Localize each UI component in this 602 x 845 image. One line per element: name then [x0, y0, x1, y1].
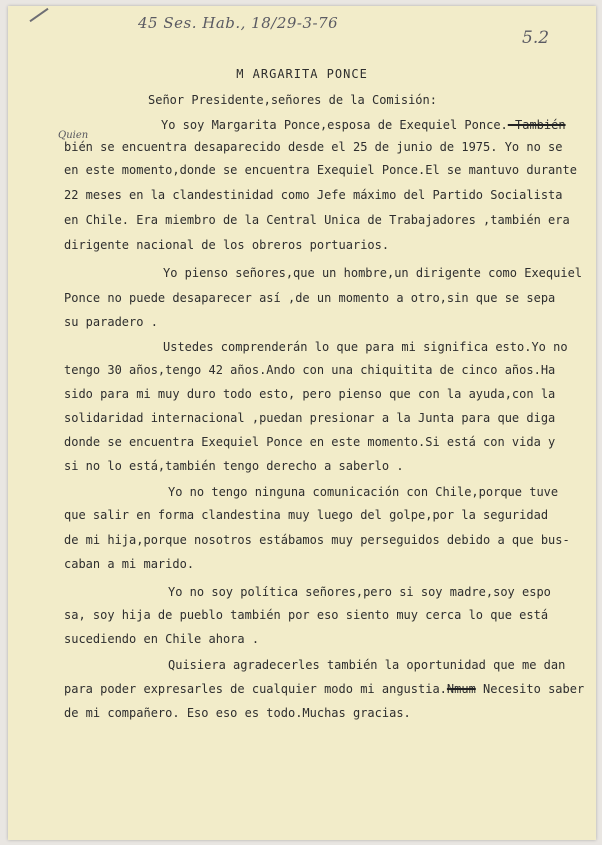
text-line: sido para mi muy duro todo esto, pero pienso que con la ayuda,con la	[64, 387, 556, 401]
text-line: que salir en forma clandestina muy luego del golpe,por la seguridad	[64, 508, 549, 522]
text-line: Quisiera agradecerles también la oportunidad que me dan	[168, 658, 566, 672]
pen-mark	[29, 8, 48, 22]
text-line: Ustedes comprenderán lo que para mi significa esto.Yo no	[163, 340, 568, 354]
text-line: bién se encuentra desaparecido desde el 25 de junio de 1975. Yo no se	[64, 140, 563, 154]
struck-text: También	[507, 118, 566, 132]
text-line: en Chile. Era miembro de la Central Unica de Trabajadores ,también era	[64, 213, 570, 227]
text-line: Yo no soy política señores,pero si soy madre,soy espo	[168, 585, 551, 599]
text-segment: Necesito saber	[483, 682, 585, 696]
text-line	[64, 682, 584, 696]
text-line: donde se encuentra Exequiel Ponce en este momento.Si está con vida y	[64, 435, 556, 449]
text-line: sa, soy hija de pueblo también por eso siento muy cerca lo que está	[64, 608, 549, 622]
text-line: solidaridad internacional ,puedan presionar a la Junta para que diga	[64, 411, 556, 425]
text-line: tengo 30 años,tengo 42 años.Ando con una chiquitita de cinco años.Ha	[64, 363, 556, 377]
text-line: Yo pienso señores,que un hombre,un dirigente como Exequiel	[163, 266, 583, 280]
text-line: de mi compañero. Eso eso es todo.Muchas gracias.	[64, 706, 411, 720]
handwritten-reference: 45 Ses. Hab., 18/29-3-76	[138, 14, 339, 32]
handwritten-page-number: 5.2	[522, 28, 550, 48]
text-line: Yo no tengo ninguna comunicación con Chile,porque tuve	[168, 485, 559, 499]
document-title: M ARGARITA PONCE	[236, 67, 368, 81]
text-line: sucediendo en Chile ahora .	[64, 632, 260, 646]
text-line: 22 meses en la clandestinidad como Jefe máximo del Partido Socialista	[64, 188, 563, 202]
text-line: caban a mi marido.	[64, 557, 195, 571]
text-line: de mi hija,porque nosotros estábamos muy perseguidos debido a que bus-	[64, 533, 570, 547]
text-line: Ponce no puede desaparecer así ,de un momento a otro,sin que se sepa	[64, 291, 556, 305]
document-page	[8, 6, 596, 840]
handwritten-correction: Quien	[58, 130, 89, 141]
text-line: su paradero .	[64, 315, 158, 329]
text-segment: Yo soy Margarita Ponce,esposa de Exequiel Ponce.	[161, 118, 508, 132]
text-line: si no lo está,también tengo derecho a saberlo .	[64, 459, 404, 473]
text-line	[161, 118, 566, 132]
text-line: Señor Presidente,señores de la Comisión:	[148, 93, 437, 107]
text-segment	[476, 682, 483, 696]
text-segment: para poder expresarles de cualquier modo mi angustia.	[64, 682, 447, 696]
struck-text: Nmum	[446, 682, 476, 696]
text-line: dirigente nacional de los obreros portuarios.	[64, 238, 390, 252]
text-line: en este momento,donde se encuentra Exequiel Ponce.El se mantuvo durante	[64, 163, 577, 177]
